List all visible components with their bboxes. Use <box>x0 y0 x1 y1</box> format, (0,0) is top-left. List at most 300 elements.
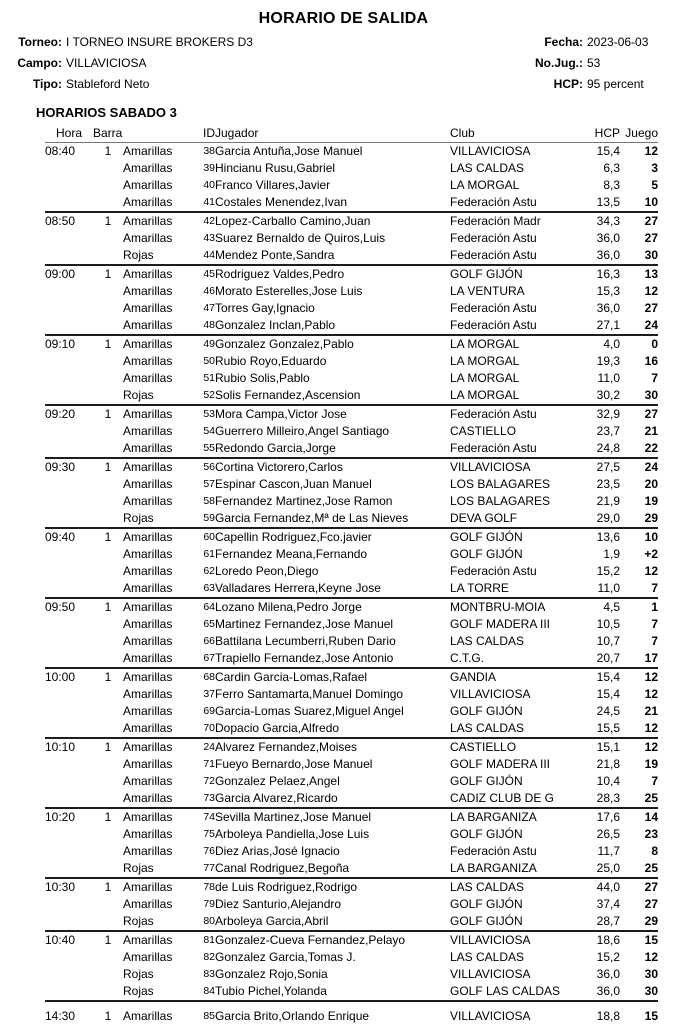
barra-cell <box>93 686 123 703</box>
numjug-value: 53 <box>587 56 601 70</box>
juego-cell: 25 <box>644 861 658 875</box>
barra-cell <box>93 247 123 265</box>
tee-color-cell: Amarillas <box>123 704 173 718</box>
hora-cell: 14:30 <box>45 1009 76 1023</box>
hora-cell: 09:00 <box>45 267 76 281</box>
player-id-cell: 58 <box>203 495 215 507</box>
barra-cell: 1 <box>104 810 112 824</box>
club-cell: Federación Madr <box>450 214 541 228</box>
player-row <box>45 528 658 546</box>
hcp-cell: 11,0 <box>597 581 620 595</box>
hora-cell <box>45 283 93 300</box>
tournament-meta <box>0 35 687 98</box>
barra-cell <box>93 949 123 966</box>
hcp-cell: 15,4 <box>596 687 620 701</box>
player-id-cell: 55 <box>203 442 215 454</box>
player-id-cell: 74 <box>203 811 215 823</box>
hcp-cell: 15,4 <box>596 670 620 684</box>
club-cell: LAS CALDAS <box>450 161 525 175</box>
campo-value: VILLAVICIOSA <box>66 56 147 70</box>
player-row <box>45 247 658 265</box>
tee-color-cell: Rojas <box>123 248 154 262</box>
tee-color-cell: Rojas <box>123 388 154 402</box>
hcp-cell: 10,5 <box>596 617 620 631</box>
juego-cell: 20 <box>644 477 658 491</box>
juego-cell: 7 <box>651 634 658 648</box>
barra-cell <box>93 283 123 300</box>
tee-color-cell: Amarillas <box>123 424 173 438</box>
player-name-cell: Ferro Santamarta,Manuel Domingo <box>215 687 404 701</box>
club-cell: LA MORGAL <box>450 388 520 402</box>
hcp-cell: 17,6 <box>596 810 620 824</box>
player-name-cell: Gonzalez Rojo,Sonia <box>215 967 328 981</box>
player-id-cell: 39 <box>203 162 215 174</box>
juego-cell: 12 <box>644 670 658 684</box>
player-row <box>45 580 658 598</box>
juego-cell: 19 <box>644 757 658 771</box>
player-id-cell: 82 <box>203 951 215 963</box>
tee-color-cell: Amarillas <box>123 178 173 192</box>
player-id-cell: 75 <box>203 828 215 840</box>
tee-color-cell: Amarillas <box>123 337 173 351</box>
tee-color-cell: Amarillas <box>123 195 173 209</box>
club-cell: LAS CALDAS <box>450 721 525 735</box>
player-row <box>45 878 658 896</box>
time-group <box>45 528 658 598</box>
torneo-label: Torneo: <box>18 35 62 49</box>
hora-cell <box>45 476 93 493</box>
barra-cell: 1 <box>104 407 112 421</box>
juego-cell: 12 <box>644 721 658 735</box>
barra-cell <box>93 703 123 720</box>
club-cell: LOS BALAGARES <box>450 477 551 491</box>
club-cell: VILLAVICIOSA <box>450 460 531 474</box>
club-cell: LA MORGAL <box>450 354 520 368</box>
hcp-cell: 8,3 <box>603 178 620 192</box>
player-id-cell: 73 <box>203 792 215 804</box>
player-row <box>45 283 658 300</box>
juego-cell: 21 <box>644 424 658 438</box>
club-cell: LAS CALDAS <box>450 950 525 964</box>
player-row <box>45 423 658 440</box>
hora-cell <box>45 247 93 265</box>
juego-cell: 12 <box>644 687 658 701</box>
header-club: Club <box>450 125 580 143</box>
player-id-cell: 48 <box>203 319 215 331</box>
player-id-cell: 56 <box>203 461 215 473</box>
juego-cell: 7 <box>651 581 658 595</box>
club-cell: LA MORGAL <box>450 371 520 385</box>
player-id-cell: 45 <box>203 268 215 280</box>
tee-color-cell: Amarillas <box>123 651 173 665</box>
hora-cell <box>45 423 93 440</box>
player-row <box>45 616 658 633</box>
player-row <box>45 300 658 317</box>
hcp-cell: 30,2 <box>596 388 620 402</box>
juego-cell: 15 <box>644 1009 658 1023</box>
juego-cell: 29 <box>644 511 658 525</box>
tee-color-cell: Rojas <box>123 511 154 525</box>
player-name-cell: Tubio Pichel,Yolanda <box>215 984 327 998</box>
juego-cell: 19 <box>644 494 658 508</box>
player-name-cell: Lopez-Carballo Camino,Juan <box>215 214 371 228</box>
hcp-cell: 20,7 <box>596 651 620 665</box>
player-row <box>45 896 658 913</box>
time-group <box>45 808 658 878</box>
hora-cell: 09:40 <box>45 530 76 544</box>
player-row <box>45 230 658 247</box>
player-row <box>45 440 658 458</box>
hora-cell <box>45 686 93 703</box>
tee-color-cell: Rojas <box>123 984 154 998</box>
player-name-cell: Torres Gay,Ignacio <box>215 301 315 315</box>
juego-cell: 12 <box>644 740 658 754</box>
barra-cell <box>93 756 123 773</box>
player-id-cell: 53 <box>203 408 215 420</box>
header-tee <box>123 125 197 143</box>
player-row <box>45 177 658 194</box>
tee-color-cell: Amarillas <box>123 407 173 421</box>
hora-cell <box>45 983 93 1001</box>
player-id-cell: 67 <box>203 652 215 664</box>
club-cell: DEVA GOLF <box>450 511 518 525</box>
hora-cell <box>45 949 93 966</box>
player-id-cell: 69 <box>203 705 215 717</box>
hora-cell: 09:50 <box>45 600 76 614</box>
header-hora: Hora <box>45 125 93 143</box>
time-group <box>45 598 658 668</box>
tee-color-cell: Amarillas <box>123 757 173 771</box>
hora-cell: 09:30 <box>45 460 76 474</box>
player-row <box>45 160 658 177</box>
hcp-cell: 15,1 <box>596 740 620 754</box>
player-name-cell: Trapiello Fernandez,Jose Antonio <box>215 651 394 665</box>
player-row <box>45 913 658 931</box>
tee-color-cell: Rojas <box>123 861 154 875</box>
player-id-cell: 84 <box>203 985 215 997</box>
fecha-value: 2023-06-03 <box>587 35 649 49</box>
player-id-cell: 59 <box>203 512 215 524</box>
juego-cell: 24 <box>644 318 658 332</box>
hora-cell: 10:40 <box>45 933 76 947</box>
hcp-cell: 36,0 <box>596 248 620 262</box>
player-name-cell: Loredo Peon,Diego <box>215 564 319 578</box>
torneo-value: I TORNEO INSURE BROKERS D3 <box>66 35 253 49</box>
barra-cell <box>93 493 123 510</box>
player-name-cell: Capellin Rodriguez,Fco.javier <box>215 530 372 544</box>
club-cell: GANDIA <box>450 670 497 684</box>
juego-cell: 12 <box>644 950 658 964</box>
player-id-cell: 41 <box>203 196 215 208</box>
barra-cell: 1 <box>104 530 112 544</box>
juego-cell: 1 <box>651 600 658 614</box>
barra-cell <box>93 194 123 212</box>
time-group <box>45 931 658 1001</box>
tee-color-cell: Amarillas <box>123 494 173 508</box>
player-name-cell: Gonzalez-Cueva Fernandez,Pelayo <box>215 933 406 947</box>
hcp-cell: 15,3 <box>596 284 620 298</box>
tee-color-cell: Amarillas <box>123 371 173 385</box>
barra-cell <box>93 966 123 983</box>
hcp-cell: 10,7 <box>596 634 620 648</box>
hora-cell <box>45 616 93 633</box>
barra-cell: 1 <box>104 144 112 158</box>
tipo-label: Tipo: <box>32 77 62 91</box>
club-cell: Federación Astu <box>450 318 537 332</box>
player-id-cell: 47 <box>203 302 215 314</box>
player-name-cell: Guerrero Milleiro,Angel Santiago <box>215 424 390 438</box>
player-name-cell: Arboleya Garcia,Abril <box>215 914 329 928</box>
club-cell: LA BARGANIZA <box>450 861 537 875</box>
hcp-cell: 36,0 <box>596 231 620 245</box>
player-name-cell: Rubio Solis,Pablo <box>215 371 310 385</box>
player-name-cell: Morato Esterelles,Jose Luis <box>215 284 363 298</box>
juego-cell: +2 <box>644 547 658 561</box>
player-id-cell: 71 <box>203 758 215 770</box>
club-cell: LA MORGAL <box>450 337 520 351</box>
juego-cell: 12 <box>644 144 658 158</box>
player-name-cell: Canal Rodriguez,Begoña <box>215 861 350 875</box>
barra-cell: 1 <box>104 933 112 947</box>
player-id-cell: 57 <box>203 478 215 490</box>
juego-cell: 24 <box>644 460 658 474</box>
club-cell: Federación Astu <box>450 248 537 262</box>
player-name-cell: Martinez Fernandez,Jose Manuel <box>215 617 394 631</box>
hora-cell <box>45 860 93 878</box>
juego-cell: 15 <box>644 933 658 947</box>
barra-cell: 1 <box>104 1009 112 1023</box>
hora-cell <box>45 826 93 843</box>
tee-color-cell: Amarillas <box>123 687 173 701</box>
hcp-cell: 21,9 <box>596 494 620 508</box>
campo-label: Campo: <box>17 56 62 70</box>
player-row <box>45 476 658 493</box>
tee-color-cell: Amarillas <box>123 477 173 491</box>
hcp-cell: 25,0 <box>596 861 620 875</box>
barra-cell: 1 <box>104 740 112 754</box>
player-row <box>45 756 658 773</box>
tee-color-cell: Amarillas <box>123 214 173 228</box>
hcp-value: 95 percent <box>587 77 644 91</box>
time-group <box>45 668 658 738</box>
player-name-cell: Solis Fernandez,Ascension <box>215 388 361 402</box>
player-name-cell: Franco Villares,Javier <box>215 178 331 192</box>
hora-cell <box>45 703 93 720</box>
hora-cell: 10:20 <box>45 810 76 824</box>
player-name-cell: Mendez Ponte,Sandra <box>215 248 335 262</box>
hcp-cell: 13,5 <box>596 195 620 209</box>
tee-color-cell: Amarillas <box>123 267 173 281</box>
hcp-cell: 36,0 <box>596 984 620 998</box>
tee-color-cell: Amarillas <box>123 547 173 561</box>
hora-cell <box>45 720 93 738</box>
tee-color-cell: Amarillas <box>123 810 173 824</box>
hora-cell <box>45 194 93 212</box>
hcp-cell: 36,0 <box>596 301 620 315</box>
player-id-cell: 61 <box>203 548 215 560</box>
tee-color-cell: Amarillas <box>123 354 173 368</box>
player-id-cell: 63 <box>203 582 215 594</box>
tee-color-cell: Amarillas <box>123 774 173 788</box>
fecha-label: Fecha: <box>544 35 583 49</box>
player-id-cell: 54 <box>203 425 215 437</box>
header-jugador: Jugador <box>215 125 450 143</box>
player-id-cell: 50 <box>203 355 215 367</box>
juego-cell: 7 <box>651 371 658 385</box>
juego-cell: 10 <box>644 530 658 544</box>
hora-cell <box>45 546 93 563</box>
hora-cell <box>45 300 93 317</box>
time-group <box>45 143 658 213</box>
hcp-label: HCP: <box>553 77 583 91</box>
table-header <box>45 125 658 143</box>
player-id-cell: 64 <box>203 601 215 613</box>
hcp-cell: 15,2 <box>596 950 620 964</box>
club-cell: GOLF GIJÓN <box>450 914 523 928</box>
tee-color-cell: Amarillas <box>123 581 173 595</box>
hcp-cell: 29,0 <box>596 511 620 525</box>
barra-cell: 1 <box>104 880 112 894</box>
club-cell: Federación Astu <box>450 407 537 421</box>
tee-color-cell: Amarillas <box>123 933 173 947</box>
tee-color-cell: Amarillas <box>123 600 173 614</box>
player-row <box>45 194 658 212</box>
club-cell: MONTBRU-MOIA <box>450 600 546 614</box>
player-row <box>45 860 658 878</box>
juego-cell: 27 <box>644 407 658 421</box>
club-cell: GOLF GIJÓN <box>450 774 523 788</box>
hcp-cell: 24,5 <box>596 704 620 718</box>
player-row <box>45 458 658 476</box>
player-name-cell: Arboleya Pandiella,Jose Luis <box>215 827 370 841</box>
barra-cell <box>93 177 123 194</box>
club-cell: GOLF GIJÓN <box>450 267 523 281</box>
player-row <box>45 370 658 387</box>
hcp-cell: 19,3 <box>596 354 620 368</box>
club-cell: CADIZ CLUB DE G <box>450 791 555 805</box>
player-id-cell: 65 <box>203 618 215 630</box>
player-id-cell: 81 <box>203 934 215 946</box>
hora-cell <box>45 387 93 405</box>
club-cell: GOLF GIJÓN <box>450 704 523 718</box>
barra-cell <box>93 616 123 633</box>
tee-color-cell: Amarillas <box>123 460 173 474</box>
player-name-cell: Espinar Cascon,Juan Manuel <box>215 477 372 491</box>
tee-color-cell: Rojas <box>123 914 154 928</box>
player-name-cell: Diez Arias,José Ignacio <box>215 844 340 858</box>
hora-cell: 10:00 <box>45 670 76 684</box>
player-row <box>45 265 658 283</box>
player-name-cell: Costales Menendez,Ivan <box>215 195 348 209</box>
player-row <box>45 353 658 370</box>
time-group <box>45 212 658 265</box>
player-row <box>45 317 658 335</box>
barra-cell <box>93 563 123 580</box>
time-group <box>45 335 658 405</box>
barra-cell <box>93 913 123 931</box>
hora-cell <box>45 563 93 580</box>
section-title: HORARIOS SABADO 3 <box>36 105 177 120</box>
player-id-cell: 77 <box>203 862 215 874</box>
barra-cell <box>93 650 123 668</box>
hcp-cell: 23,7 <box>596 424 620 438</box>
player-name-cell: Gonzalez Inclan,Pablo <box>215 318 336 332</box>
barra-cell <box>93 773 123 790</box>
header-hcp: HCP <box>580 125 620 143</box>
player-name-cell: Mora Campa,Victor Jose <box>215 407 347 421</box>
hcp-cell: 11,0 <box>597 371 620 385</box>
hcp-cell: 18,8 <box>596 1009 620 1023</box>
club-cell: VILLAVICIOSA <box>450 933 531 947</box>
hcp-cell: 13,6 <box>596 530 620 544</box>
tee-color-cell: Amarillas <box>123 231 173 245</box>
barra-cell <box>93 387 123 405</box>
barra-cell <box>93 896 123 913</box>
club-cell: Federación Astu <box>450 441 537 455</box>
juego-cell: 12 <box>644 564 658 578</box>
barra-cell <box>93 353 123 370</box>
juego-cell: 7 <box>651 617 658 631</box>
player-name-cell: Fueyo Bernardo,Jose Manuel <box>215 757 373 771</box>
player-row <box>45 983 658 1001</box>
time-group <box>45 738 658 808</box>
juego-cell: 27 <box>644 231 658 245</box>
barra-cell <box>93 476 123 493</box>
hcp-cell: 11,7 <box>597 844 620 858</box>
tipo-value: Stableford Neto <box>66 77 150 91</box>
player-row <box>45 405 658 423</box>
juego-cell: 27 <box>644 214 658 228</box>
header-juego: Juego <box>620 125 658 143</box>
barra-cell <box>93 843 123 860</box>
player-row <box>45 335 658 353</box>
player-row <box>45 598 658 616</box>
tee-color-cell: Amarillas <box>123 791 173 805</box>
tee-color-cell: Amarillas <box>123 564 173 578</box>
player-id-cell: 49 <box>203 338 215 350</box>
club-cell: GOLF MADERA III <box>450 757 551 771</box>
hcp-cell: 36,0 <box>596 967 620 981</box>
player-id-cell: 80 <box>203 915 215 927</box>
tee-color-cell: Amarillas <box>123 740 173 754</box>
club-cell: VILLAVICIOSA <box>450 1009 531 1023</box>
club-cell: LA MORGAL <box>450 178 520 192</box>
player-name-cell: Garcia Brito,Orlando Enrique <box>215 1009 370 1023</box>
player-id-cell: 76 <box>203 845 215 857</box>
page-title: HORARIO DE SALIDA <box>258 10 429 27</box>
hora-cell <box>45 160 93 177</box>
header-barra: Barra <box>93 125 123 143</box>
club-cell: Federación Astu <box>450 301 537 315</box>
juego-cell: 30 <box>644 388 658 402</box>
player-id-cell: 44 <box>203 249 215 261</box>
hora-cell <box>45 177 93 194</box>
hcp-cell: 16,3 <box>596 267 620 281</box>
player-name-cell: Lozano Milena,Pedro Jorge <box>215 600 362 614</box>
hcp-cell: 10,4 <box>596 774 620 788</box>
club-cell: LA BARGANIZA <box>450 810 537 824</box>
player-name-cell: Garcia Alvarez,Ricardo <box>215 791 338 805</box>
barra-cell <box>93 300 123 317</box>
juego-cell: 23 <box>644 827 658 841</box>
club-cell: C.T.G. <box>450 651 485 665</box>
barra-cell <box>93 370 123 387</box>
player-name-cell: Garcia-Lomas Suarez,Miguel Angel <box>215 704 404 718</box>
tee-color-cell: Amarillas <box>123 318 173 332</box>
barra-cell <box>93 720 123 738</box>
player-row <box>45 650 658 668</box>
barra-cell: 1 <box>104 670 112 684</box>
